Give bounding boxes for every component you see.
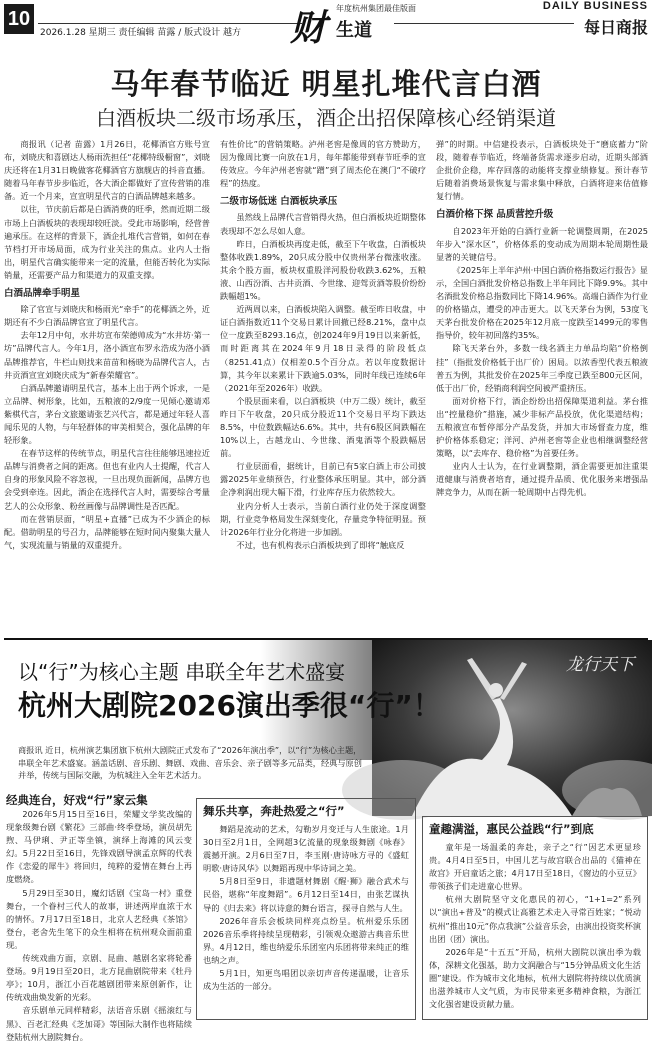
arts-lead-paragraph: 商报讯 近日，杭州演艺集团旗下杭州大剧院正式发布了“2026年演出季”，以“行”为核心主题，串联全年艺术盛宴。涵盖话剧、音乐剧、舞剧、戏曲、音乐会、亲子剧等多元品类，经典与原创并举，传统与国际交融，为杭城注入全年艺术活力。: [18, 745, 362, 781]
section-name: 生道: [336, 20, 372, 41]
paragraph: 传统戏曲方面，京剧、昆曲、越剧名家将轮番登场。9月19日至20日，北方昆曲剧院带来《牡丹亭》；10月，浙江小百花越剧团带来原创新作，让传统戏曲焕发新的光彩。: [6, 953, 192, 1003]
arts-headline-line2: 杭州大剧院2026演出季很“行”！: [18, 689, 441, 722]
paragraph: 个股层面来看，以白酒板块（中万二级）统计，截至昨日下午收盘，20只成分股近11个交易日平均下跌达8.5%，中位数跌幅达6.6%。其中，共有6股区间跌幅在10%以上，古越龙山、今世缘、酒鬼酒等个股跌幅居前。: [220, 395, 426, 459]
paragraph: 音乐剧单元同样精彩，法语音乐剧《摇滚红与黑》、百老汇经典《芝加哥》等国际大制作也将陆续登陆杭州大剧院舞台。: [6, 1005, 192, 1042]
paragraph: 《2025年上半年泸州·中国白酒价格指数运行报告》显示，全国白酒批发价格总指数上半年同比下降9.9%。其中名酒批发价格总指数同比下降14.96%。高端白酒作为行业的价格锚点，遭受的冲击更大。以飞天茅台为例，53度飞天茅台批发价格在2025年12月底一度跌至1499元的零售指导价，较年初回落约35%。: [436, 264, 648, 341]
header-rule: [38, 23, 302, 24]
paragraph: 行业层面看，据统计，目前已有5家白酒上市公司披露2025年业绩预告，行业整体承压明显。其中，部分酒企净利润出现大幅下滑，行业库存压力依然较大。: [220, 461, 426, 498]
section-subhead: 二级市场低迷 白酒板块承压: [220, 196, 338, 208]
headline: 马年春节临近 明星扎堆代言白酒: [110, 67, 542, 101]
paragraph: 2026年是“十五五”开局，杭州大剧院以演出季为载体，深耕文化强基，助力文润融合与“15分钟品质文化生活圈”建设。作为城市文化地标，杭州大剧院将持续以优质演出滋养城市人文气质，为市民带来更多精神食粮，为浙江文化强省建设贡献力量。: [429, 946, 641, 1010]
article-column-3: [436, 138, 648, 634]
paragraph: 5月1日，知更鸟唱团以亲切声音传递温暖，让音乐成为生活的一部分。: [203, 968, 409, 992]
substory-body-3: [429, 841, 641, 1013]
paragraph: 业内人士认为，在行业调整期，酒企需要更加注重渠道健康与消费者培育，通过提升品质、优化服务来增强品牌竞争力，从而在新一轮周期中占得先机。: [436, 461, 648, 498]
paragraph: 舞蹈是流动的艺术，勾勒岁月变迁与人生旅途。1月30日至2月1日，全网超3亿流量的现象级舞剧《咏春》震撼开演。2月6日至7日，李玉刚·唐诗咏方寻的《盛虹明歌·唐诗风华》以舞蹈再现中华诗词之美。: [203, 824, 409, 874]
paragraph: 去年12月中旬，水井坊宣布荣德帅成为“水井坊·第一坊”品牌代言人。今年1月，洛小酒宣布罗永浩成为洛小酒品牌推荐官，牛栏山则找来苗苗和杨晓为品牌代言人，古井贡酒宣宣刘晓庆成为“新春荣耀官”。: [4, 330, 210, 380]
paragraph: 昨日，白酒板块再度走低，截至下午收盘，白酒板块整体收跌1.89%，20只成分股中仅贵州茅台微涨收涨。其余个股方面，板块权重股洋河股份收跌3.62%，五粮液、山西汾酒、古井贡酒、今世缘、迎驾贡酒等股价纷纷跌幅超1%。: [220, 238, 426, 302]
paragraph: 自2023年开始的白酒行业新一轮调整周期，在2025年步入“深水区”，价格体系的变动成为周期本轮周期性最显著的关键信号。: [436, 225, 648, 262]
paragraph: 弹”的时期。中信建投表示，白酒板块处于“磨底蓄力”阶段，随着春节临近，终端备货需求逐步启动，近期头部酒企批价企稳，库存回落的动能将支撑业绩修复。预计春节后随着消费场景恢复与需求集中释放，白酒将迎来估值修复行情。: [436, 139, 648, 202]
arts-headline-line1: 以“行”为核心主题 串联全年艺术盛宴: [18, 660, 346, 684]
subheadline: 白酒板块二级市场承压，酒企出招保障核心经销渠道: [96, 106, 556, 130]
paragraph: 业内分析人士表示，当前白酒行业仍处于深度调整期，行业竞争格局发生深刻变化，存量竞争特征明显。预计2026年行业分化将进一步加剧。: [220, 500, 426, 537]
paragraph: 在春节这样的传统节点，明星代言往往能够迅速拉近品牌与消费者之间的距离。但也有业内人士提醒，代言人自身的形象风险不容忽视，一旦出现负面新闻，品牌方也会受到牵连。因此，酒企在选择代言人时，需要综合考量艺人的公众形象、粉丝画像与品牌调性是否匹配。: [4, 448, 210, 511]
paragraph: 虽然线上品牌代言营销得火热，但白酒板块近期整体表现却不怎么尽如人意。: [220, 212, 426, 236]
photo-logo-text: 龙行天下: [566, 655, 634, 675]
paragraph: 除了官宣与刘晓庆和杨雨光“牵手”的花椰酒之外，近期还有不少白酒品牌官宣了明星代言。: [4, 304, 210, 328]
section-character: 财: [290, 7, 325, 49]
paragraph: 2026年5月15日至16日，荣耀文学奖改编的现象级舞台剧《繁花》三部曲·终季登场，演员胡先煦、马伊琍、尹正等坐镇，演绎上海滩的风云变幻。5月22日至16日，先锋戏剧导演孟京辉的代表作《恋爱的犀牛》将回归，纯粹的爱情在舞台上再度燃烧。: [6, 809, 192, 885]
article-column-2: [220, 138, 426, 634]
paragraph: 近两周以来，白酒板块陷入调整。截至昨日收盘，中证白酒指数近11个交易日累计回撤已经8.21%，盘中点位一度跌至8293.16点，创2024年9月19日以来新低，而时距离其在2024年9月18日录得的阶段低点（8251.41点）仅相差0.5个百分点。若以年度数据计算，其今年以来累计下跌逾5.03%，同时年线已连续6年（2021年至2026年）收跌。: [220, 304, 426, 393]
paragraph: 5月29日至30日，魔幻话剧《宝岛一村》重登舞台，一个眷村三代人的故事，讲述两岸血浓于水的情怀。7月17日至18日，北京人艺经典《茶馆》登台，老舍先生笔下的众生相将在杭州观众面前重现。: [6, 887, 192, 950]
section-subhead: 白酒价格下探 品质营控升级: [436, 209, 554, 221]
paragraph: 而在营销层面，“明星+直播”已成为不少酒企的标配。借助明星的号召力，品牌能够在短时间内聚集大量人气，实现流量与销量的双重提升。: [4, 513, 210, 550]
substory-title-1: 经典连台，好戏“行”家云集: [6, 793, 148, 807]
paragraph: 童年是一场温柔的奔赴，亲子之“行”因艺术更显珍贵。4月4日至5日，中国儿艺与故宫联合出品的《猫神在故宫》开启童话之旅；4月17日至18日，《窗边的小豆豆》带领孩子们走进童心世界。: [429, 842, 641, 892]
paragraph: 除飞天茅台外，多数一线名酒主力单品均陷“价格倒挂”（指批发价格低于出厂价）困局。以浓香型代表五粮液普五为例，其批发价在2025年三季度已跌至800元区间，低于出厂价，经销商利润空间被严重挤压。: [436, 343, 648, 393]
paragraph: 5月8日至9日，非遗题材舞剧《醒·狮》融合武术与民俗，堪称“年度舞蹈”。6月12日至14日，由张艺谋执导的《归去来》将以诗意的舞台语言，探寻自然与人生。: [203, 876, 409, 913]
paragraph: 面对价格下行，酒企纷纷出招保障渠道利益。茅台推出“控量稳价”措施，减少非标产品投放，优化渠道结构；五粮液宣布暂停部分产品发货，并加大市场督查力度，维护价格体系稳定；洋河、泸州老窖等企业也相继调整经营策略，以“去库存、稳价格”为首要任务。: [436, 395, 648, 459]
substory-body-2: [203, 823, 409, 1013]
paragraph: 商报讯（记者 苗露）1月26日，花椰酒官方账号宣布，刘晓庆和喜剧达人杨雨洗担任“花椰特级橱窗”，刘晓庆还将在1月31日晚做客花椰酒官方旗舰店的抖音直播。随着马年春节步步临近，各大酒企都做好了宣传营销的准备。近一个月来，宣宣明星代言的白酒品牌越来越多。: [4, 139, 210, 202]
paragraph: 有性价比”的营销策略。泸州老窖是像周的官方赞助方，因为像周比赛一向放在1月，每年都能带到春节旺季的宣传效应。今年泸州老窖就“蹭”到了周杰伦在澳门“不破疗程”的热度。: [220, 139, 426, 189]
paragraph: 以往，节庆前后都是白酒消费的旺季，然而近期二级市场上白酒板块的表现却较旺淡。受此市场影响，经营普遍承压。在这样的背景下，酒企扎堆代言营销，如何在春节档打开市场局面，成为行业关注的焦点。业内人士指出，明星代言确实能带来一定的流量，但能否转化为实际销量，还需要产品力和渠道力的双重支撑。: [4, 204, 210, 280]
substory-box-2: [196, 798, 416, 1020]
substory-box-3: [422, 816, 648, 1020]
date-line: 2026.1.28 星期三 责任编辑 苗露 / 版式设计 越方: [40, 28, 242, 38]
substory-body-1: [6, 808, 192, 1042]
section-slogan: 年度杭州集团最佳版面: [336, 4, 416, 13]
paragraph: 杭州大剧院坚守文化惠民的初心，“1+1=2”系列以“演出+普及”的模式让高雅艺术走入寻常百姓家；“悦动杭州”推出10元“你点我演”公益音乐会，由演出投资奖杯演出团（团）演出。: [429, 894, 641, 944]
paragraph: 白酒品牌邀请明星代言，基本上出于两个诉求，一是立品牌、树形象，比如，五粮液的2/9度一见倾心邀请邓紫棋代言，茅台文旅邀请张艺兴代言，都是通过年轻人喜闻乐见的人物，与年轻群体的审美相契合，强化品牌的年轻形象。: [4, 382, 210, 446]
brand-logo: 每日商报: [583, 18, 648, 37]
substory-title-2: 舞乐共享，奔赴热爱之“行”: [203, 804, 345, 818]
brand-english: DAILY BUSINESS: [542, 0, 648, 12]
page-number: 10: [4, 4, 34, 34]
substory-title-3: 童趣满溢，惠民公益践“行”到底: [429, 822, 594, 836]
paragraph: 不过，也有机构表示白酒板块到了即将“触底反: [236, 539, 405, 550]
paragraph: 2026年音乐会板块同样亮点纷呈。杭州爱乐乐团2026音乐季将持续呈现精彩，引领观众遨游古典音乐世界。4月12日，维也纳爱乐乐团室内乐团将带来纯正的维也纳之声。: [203, 915, 409, 965]
section-subhead: 白酒品牌牵手明星: [4, 288, 81, 300]
article-column-1: [4, 138, 210, 634]
